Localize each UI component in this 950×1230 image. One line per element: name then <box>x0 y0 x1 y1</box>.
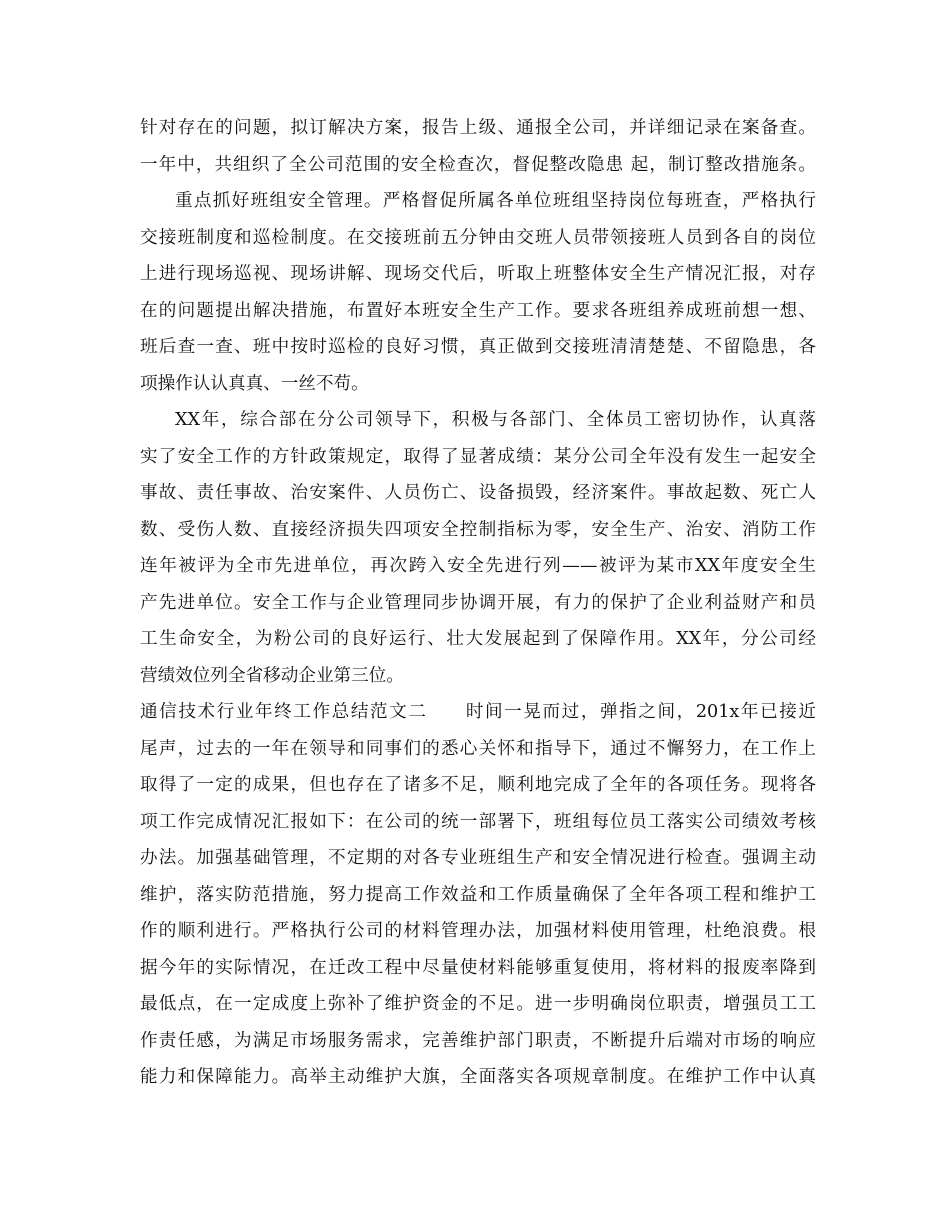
text-line: 在的问题提出解决措施，布置好本班安全生产工作。要求各班组养成班前想一想、 <box>140 300 816 321</box>
text-line: 工生命安全，为粉公司的良好运行、壮大发展起到了保障作用。XX年，分公司经 <box>140 629 816 649</box>
text-line: 作的顺利进行。严格执行公司的材料管理办法，加强材料使用管理，杜绝浪费。根 <box>140 921 816 941</box>
text-line: 通信技术行业年终工作总结范文二 时间一晃而过，弹指之间，201x年已接近 <box>140 702 816 722</box>
text-line: 最低点，在一定成度上弥补了维护资金的不足。进一步明确岗位职责，增强员工工 <box>140 994 816 1014</box>
text-line: XX年，综合部在分公司领导下，积极与各部门、全体员工密切协作，认真落 <box>175 410 816 430</box>
text-line: 实了安全工作的方针政策规定，取得了显著成绩：某分公司全年没有发生一起安全 <box>140 446 816 467</box>
text-line: 数、受伤人数、直接经济损失四项安全控制指标为零，安全生产、治安、消防工作 <box>140 519 816 540</box>
text-line: 据今年的实际情况，在迁改工程中尽量使材料能够重复使用，将材料的报废率降到 <box>140 957 816 978</box>
text-line: 针对存在的问题，拟订解决方案，报告上级、通报全公司，并详细记录在案备查。 <box>140 118 816 138</box>
text-line: 班后查一查、班中按时巡检的良好习惯，真正做到交接班清清楚楚、不留隐患，各 <box>140 337 816 357</box>
text-line: 维护，落实防范措施，努力提高工作效益和工作质量确保了全年各项工程和维护工 <box>140 884 816 905</box>
text-line: 尾声，过去的一年在领导和同事们的悉心关怀和指导下，通过不懈努力，在工作上 <box>140 738 816 759</box>
text-line: 事故、责任事故、治安案件、人员伤亡、设备损毁，经济案件。事故起数、死亡人 <box>140 483 816 503</box>
text-line: 连年被评为全市先进单位，再次跨入安全先进行列——被评为某市XX年度安全生 <box>140 556 816 576</box>
text-line: 取得了一定的成果，但也存在了诸多不足，顺利地完成了全年的各项任务。现将各 <box>140 775 816 795</box>
text-line: 能力和保障能力。高举主动维护大旗，全面落实各项规章制度。在维护工作中认真 <box>140 1067 816 1087</box>
text-line: 交接班制度和巡检制度。在交接班前五分钟由交班人员带领接班人员到各自的岗位 <box>140 227 816 248</box>
text-line: 作责任感，为满足市场服务需求，完善维护部门职责，不断提升后端对市场的响应 <box>140 1030 816 1051</box>
document-body <box>140 110 816 1096</box>
text-line: 上进行现场巡视、现场讲解、现场交代后，听取上班整体安全生产情况汇报，对存 <box>140 264 816 284</box>
text-line: 项操作认认真真、一丝不苟。 <box>140 373 369 394</box>
text-line: 办法。加强基础管理，不定期的对各专业班组生产和安全情况进行检查。强调主动 <box>140 848 816 868</box>
text-line: 一年中，共组织了全公司范围的安全检查次，督促整改隐患 起，制订整改措施条。 <box>140 154 816 175</box>
text-line: 项工作完成情况汇报如下：在公司的统一部署下，班组每位员工落实公司绩效考核 <box>140 811 816 832</box>
text-line: 重点抓好班组安全管理。严格督促所属各单位班组坚持岗位每班查，严格执行 <box>175 191 816 211</box>
text-line: 营绩效位列全省移动企业第三位。 <box>140 665 404 686</box>
text-line: 产先进单位。安全工作与企业管理同步协调开展，有力的保护了企业利益财产和员 <box>140 592 816 613</box>
